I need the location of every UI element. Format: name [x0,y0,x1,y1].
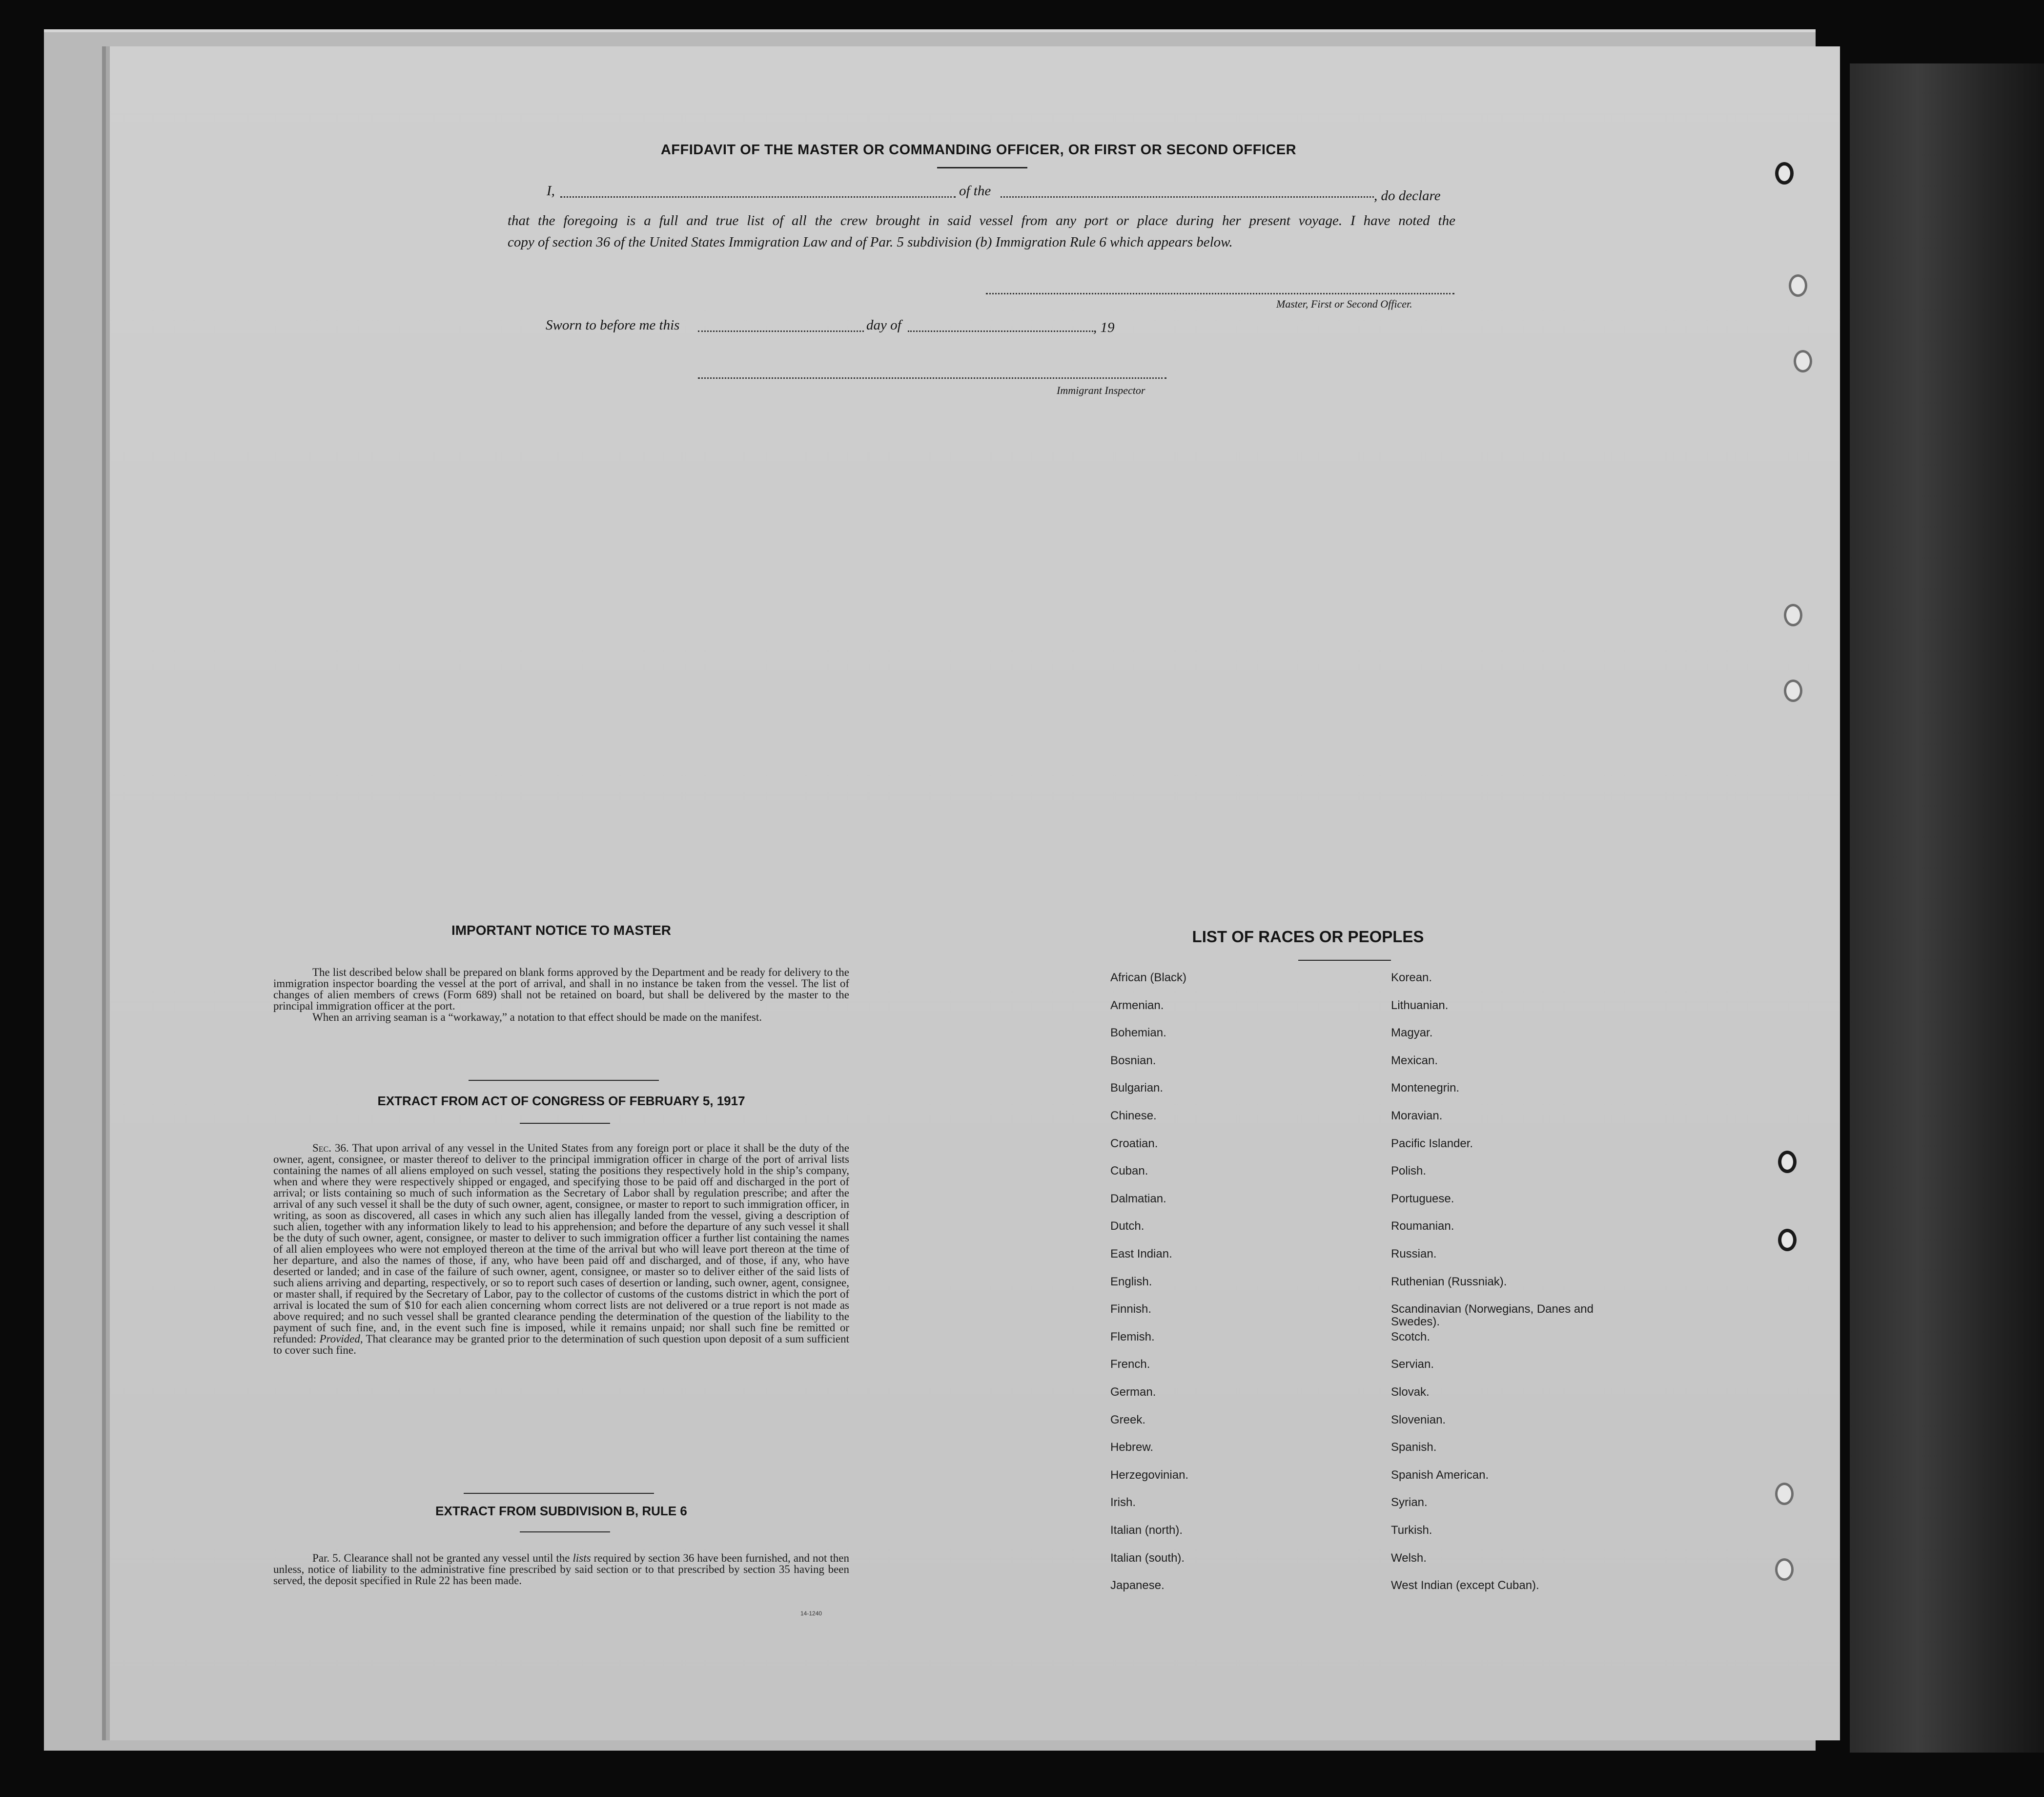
race-item: Irish. [1110,1496,1136,1509]
races-title: LIST OF RACES OR PEOPLES [1192,928,1424,946]
act-text-end: That clearance may be granted prior to the determination of such question upon deposit of a sum sufficient to cover such fine. [273,1333,849,1356]
vessel-field-line [1001,196,1374,198]
race-item: East Indian. [1110,1247,1172,1260]
manifest-page [110,46,1840,1740]
race-item: African (Black) [1110,971,1187,984]
race-item: Greek. [1110,1413,1146,1426]
race-item: Dutch. [1110,1219,1145,1233]
race-item: Welsh. [1391,1551,1427,1565]
sworn-day-line [698,330,864,332]
affidavit-title: AFFIDAVIT OF THE MASTER OR COMMANDING OFFICER, OR FIRST OR SECOND OFFICER [660,142,1297,158]
master-signature-line [986,293,1454,294]
race-item: Magyar. [1391,1026,1433,1039]
race-item: Italian (north). [1110,1524,1183,1537]
binder-hole [1794,350,1812,372]
race-item: Turkish. [1391,1524,1432,1537]
divider [464,1493,654,1494]
master-signature-label: Master, First or Second Officer. [1276,298,1412,310]
race-item: Roumanian. [1391,1219,1454,1233]
binder-hole [1775,162,1794,185]
race-item: Flemish. [1110,1330,1155,1343]
race-item: Herzegovinian. [1110,1468,1189,1482]
divider [469,1080,659,1081]
race-item: Bulgarian. [1110,1081,1164,1095]
sworn-month-line [908,330,1093,332]
binder-hole [1778,1151,1797,1173]
divider [520,1531,610,1532]
binder-hole [1784,680,1802,702]
race-item: Spanish. [1391,1441,1437,1454]
race-item: Hebrew. [1110,1441,1154,1454]
divider [520,1123,610,1124]
race-item: Chinese. [1110,1109,1157,1122]
declaration-line-2: copy of section 36 of the United States Immigration Law and of Par. 5 subdivision (b) Immigration Rule 6 which appears below. [508,234,1233,250]
race-item: Cuban. [1110,1164,1148,1177]
race-item: Bosnian. [1110,1054,1156,1067]
race-item: Montenegrin. [1391,1081,1460,1095]
act-text: That upon arrival of any vessel in the United States from any foreign port or place it shall be the duty of the owner, agent, consignee, or master thereof to deliver to the principal immigration officer in charge of the port of arrival lists containing the names of all aliens employed on such vessel, stating the positions they respectively hold in the ship’s company, when and where they were respectively shipped or engaged, and specifying those to be paid off and discharged in the port of arrival; or lists containing so much of such information as the Secretary of Labor shall by regulation prescribe; and after the arrival of any such vessel it shall be the duty of such owner, agent, consignee, or master to report to such immigration officer, in writing, as soon as discovered, all cases in which any such alien has illegally landed from the vessel, giving a description of such alien, together with any information likely to lead to his apprehension; and before the departure of any such vessel it shall be the duty of such owner, agent, consignee, or master to deliver to such immigration officer a further list containing the names of all alien employees who were not employed thereon at the time of the arrival but who will leave port thereon at the time of her departure, and also the names of those, if any, who have been paid off and discharged, and of those, if any, who have deserted or landed; and in case of the failure of such owner, agent, consignee, or master so to deliver either of the said lists of such aliens arriving and departing, respectively, or so to report such cases of desertion or landing, such owner, agent, consignee, or master shall, if required by the Secretary of Labor, pay to the collector of customs of the customs district in which the port of arrival is located the sum of $10 for each alien concerning whom correct lists are not delivered or a true report is not made as above required; and no such vessel shall be granted clearance pending the determination of the question of the liability to the payment of such fine, and, in the event such fine is imposed, while it remains unpaid; nor shall such fine be remitted or refunded: [273,1142,849,1345]
race-item: French. [1110,1358,1150,1371]
race-item: Syrian. [1391,1496,1428,1509]
race-item: Polish. [1391,1164,1427,1177]
affidavit-of-the: of the [959,183,991,199]
race-item: Pacific Islander. [1391,1137,1473,1150]
binder-hole [1775,1483,1794,1505]
notice-title: IMPORTANT NOTICE TO MASTER [451,923,672,938]
notice-body [273,967,849,1023]
race-item: Scotch. [1391,1330,1431,1343]
act-extract-body [273,1142,849,1356]
race-item: Finnish. [1110,1302,1152,1316]
sworn-label: Sworn to before me this [546,317,680,333]
affidavit-declare: , do declare [1374,188,1441,204]
race-item: Armenian. [1110,999,1164,1012]
race-item: German. [1110,1385,1156,1399]
race-item: English. [1110,1275,1152,1288]
year-label: , 19 [1093,320,1115,335]
name-field-line [560,196,956,198]
race-item: Spanish American. [1391,1468,1489,1482]
act-extract-title: EXTRACT FROM ACT OF CONGRESS OF FEBRUARY 5, 1917 [377,1094,745,1108]
race-item: Italian (south). [1110,1551,1185,1565]
race-item: Japanese. [1110,1579,1165,1592]
race-item: Mexican. [1391,1054,1438,1067]
race-item: Korean. [1391,971,1432,984]
form-number: 14-1240 [800,1610,822,1617]
binder-hole [1784,604,1802,626]
divider [937,167,1027,168]
binder-hole [1789,274,1807,297]
rule-extract-title: EXTRACT FROM SUBDIVISION B, RULE 6 [435,1504,687,1518]
notice-paragraph: The list described below shall be prepared on blank forms approved by the Department and be ready for delivery to the immigration inspector boarding the vessel at the port of arrival, and shall in no instance be taken from the vessel. The list of changes of alien members of crews (Form 689) shall not be retained on board, but shall be delivered by the master to the principal immigration officer at the port. [273,966,849,1012]
divider [1298,960,1391,961]
rule-extract-body [273,1552,849,1586]
race-item: Scandinavian (Norwegians, Danes and Swedes). [1391,1302,1594,1328]
lists-word: lists [572,1552,591,1564]
rule-text-b: required by section 36 have been furnished, and not then unless, notice of liability to the administrative fine prescribed by said section or to that prescribed by section 35 having been served, the deposit specified in Rule 22 has been made. [273,1552,849,1587]
race-item: Moravian. [1391,1109,1443,1122]
inspector-signature-label: Immigrant Inspector [1057,384,1145,396]
race-item: West Indian (except Cuban). [1391,1579,1539,1592]
race-item: Slovak. [1391,1385,1430,1399]
race-item: Lithuanian. [1391,999,1449,1012]
race-item: Ruthenian (Russniak). [1391,1275,1507,1288]
provided-word: Provided, [319,1333,363,1345]
race-item: Servian. [1391,1358,1434,1371]
binder-hole [1775,1558,1794,1581]
race-item: Portuguese. [1391,1192,1454,1205]
day-of-label: day of [866,317,901,333]
section-label: Sec. 36. [312,1142,349,1154]
rule-text-a: Par. 5. Clearance shall not be granted any vessel until the [312,1552,570,1564]
race-item: Croatian. [1110,1137,1158,1150]
binder-hole [1778,1229,1797,1251]
binding-edge [1850,63,2044,1753]
race-item: Slovenian. [1391,1413,1446,1426]
inspector-signature-line [698,377,1166,379]
race-item: Russian. [1391,1247,1437,1260]
declaration-line-1: that the foregoing is a full and true list of all the crew brought in said vessel from any port or place during her present voyage. I have noted the [508,213,1455,228]
race-item: Bohemian. [1110,1026,1166,1039]
race-item: Dalmatian. [1110,1192,1166,1205]
affidavit-i: I, [547,183,555,199]
notice-paragraph: When an arriving seaman is a “workaway,” a notation to that effect should be made on the manifest. [312,1011,762,1023]
